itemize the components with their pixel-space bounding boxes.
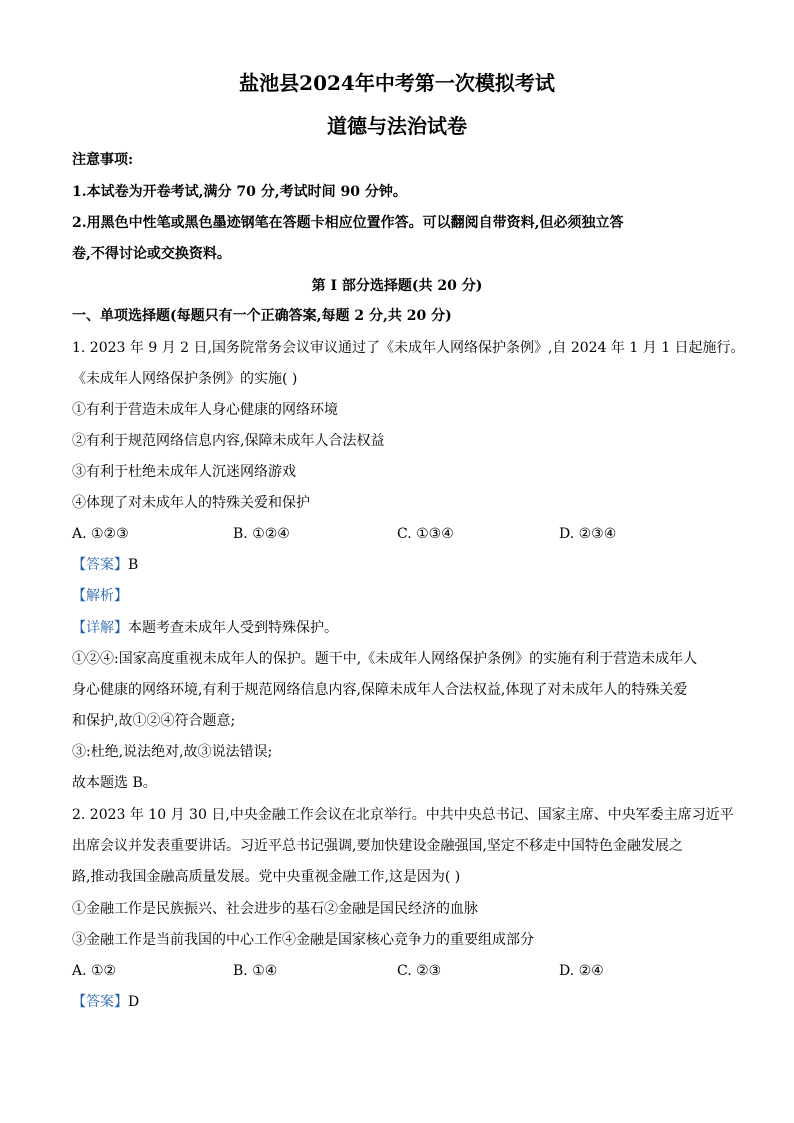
q1-answer-label: 【答案】 [72,557,128,573]
q1-answer-value: B [128,557,139,573]
q2-answer [72,993,722,1011]
q1-option-c: C. ①③④ [397,526,454,542]
q1-detail [72,619,722,637]
q1-option-d: D. ②③④ [559,526,617,542]
q1-analysis-label: 【解析】 [72,588,128,604]
q2-option-c: C. ②③ [397,963,442,979]
q2-option-a: A. ①② [72,963,117,979]
q2-statement-line-2: ③金融工作是当前我国的中心工作④金融是国家核心竞争力的重要组成部分 [72,932,534,948]
q1-statement-2: ②有利于规范网络信息内容,保障未成年人合法权益 [72,433,385,449]
exam-title: 盐池县2024年中考第一次模拟考试 [239,71,555,95]
q1-explanation-line-1: ①②④:国家高度重视未成年人的保护。题干中,《未成年人网络保护条例》的实施有利于营造未成年人 [72,651,698,667]
q1-detail-text: 本题考查未成年人受到特殊保护。 [128,620,338,636]
q2-option-d: D. ②④ [559,963,604,979]
notice-item-1: 1.本试卷为开卷考试,满分 70 分,考试时间 90 分钟。 [72,184,407,200]
q1-explanation-line-4: ③:杜绝,说法绝对,故③说法错误; [72,744,273,760]
q1-explanation-line-3: 和保护,故①②④符合题意; [72,713,236,729]
q1-stem-line-1: 1. 2023 年 9 月 2 日,国务院常务会议审议通过了《未成年人网络保护条例》,自 2024 年 1 月 1 日起施行。 [72,340,745,356]
q1-statement-3: ③有利于杜绝未成年人沉迷网络游戏 [72,464,296,480]
q1-statement-4: ④体现了对未成年人的特殊关爱和保护 [72,495,310,511]
q2-answer-value: D [128,994,140,1010]
q1-option-b: B. ①②④ [233,526,290,542]
q1-explanation-line-2: 身心健康的网络环境,有利于规范网络信息内容,保障未成年人合法权益,体现了对未成年人的特殊关爱 [72,682,688,698]
q1-answer [72,556,722,574]
q1-statement-1: ①有利于营造未成年人身心健康的网络环境 [72,402,338,418]
exam-subtitle: 道德与法治试卷 [327,114,467,138]
q2-answer-label: 【答案】 [72,994,128,1010]
q1-stem-line-2: 《未成年人网络保护条例》的实施( ) [72,371,298,387]
q2-stem-line-2: 出席会议并发表重要讲话。习近平总书记强调,要加快建设金融强国,坚定不移走中国特色金融发展之 [72,838,683,854]
notice-item-2-line-2: 卷,不得讨论或交换资料。 [72,246,231,262]
section-heading: 一、单项选择题(每题只有一个正确答案,每题 2 分,共 20 分) [72,308,452,324]
part-1-heading: 第 I 部分选择题(共 20 分) [311,278,483,294]
q1-explanation-line-5: 故本题选 B。 [72,775,157,791]
q2-statement-line-1: ①金融工作是民族振兴、社会进步的基石②金融是国民经济的血脉 [72,901,478,917]
q2-stem-line-1: 2. 2023 年 10 月 30 日,中央金融工作会议在北京举行。中共中央总书记、国家主席、中央军委主席习近平 [72,807,734,823]
q2-stem-line-3: 路,推动我国金融高质量发展。党中央重视金融工作,这是因为( ) [72,869,461,885]
q1-detail-label: 【详解】 [72,620,128,636]
q1-analysis [72,587,722,605]
notice-heading: 注意事项: [72,152,134,168]
notice-item-2-line-1: 2.用黑色中性笔或黑色墨迹钢笔在答题卡相应位置作答。可以翻阅自带资料,但必须独立答 [72,215,624,231]
q1-option-a: A. ①②③ [72,526,129,542]
q2-option-b: B. ①④ [233,963,278,979]
